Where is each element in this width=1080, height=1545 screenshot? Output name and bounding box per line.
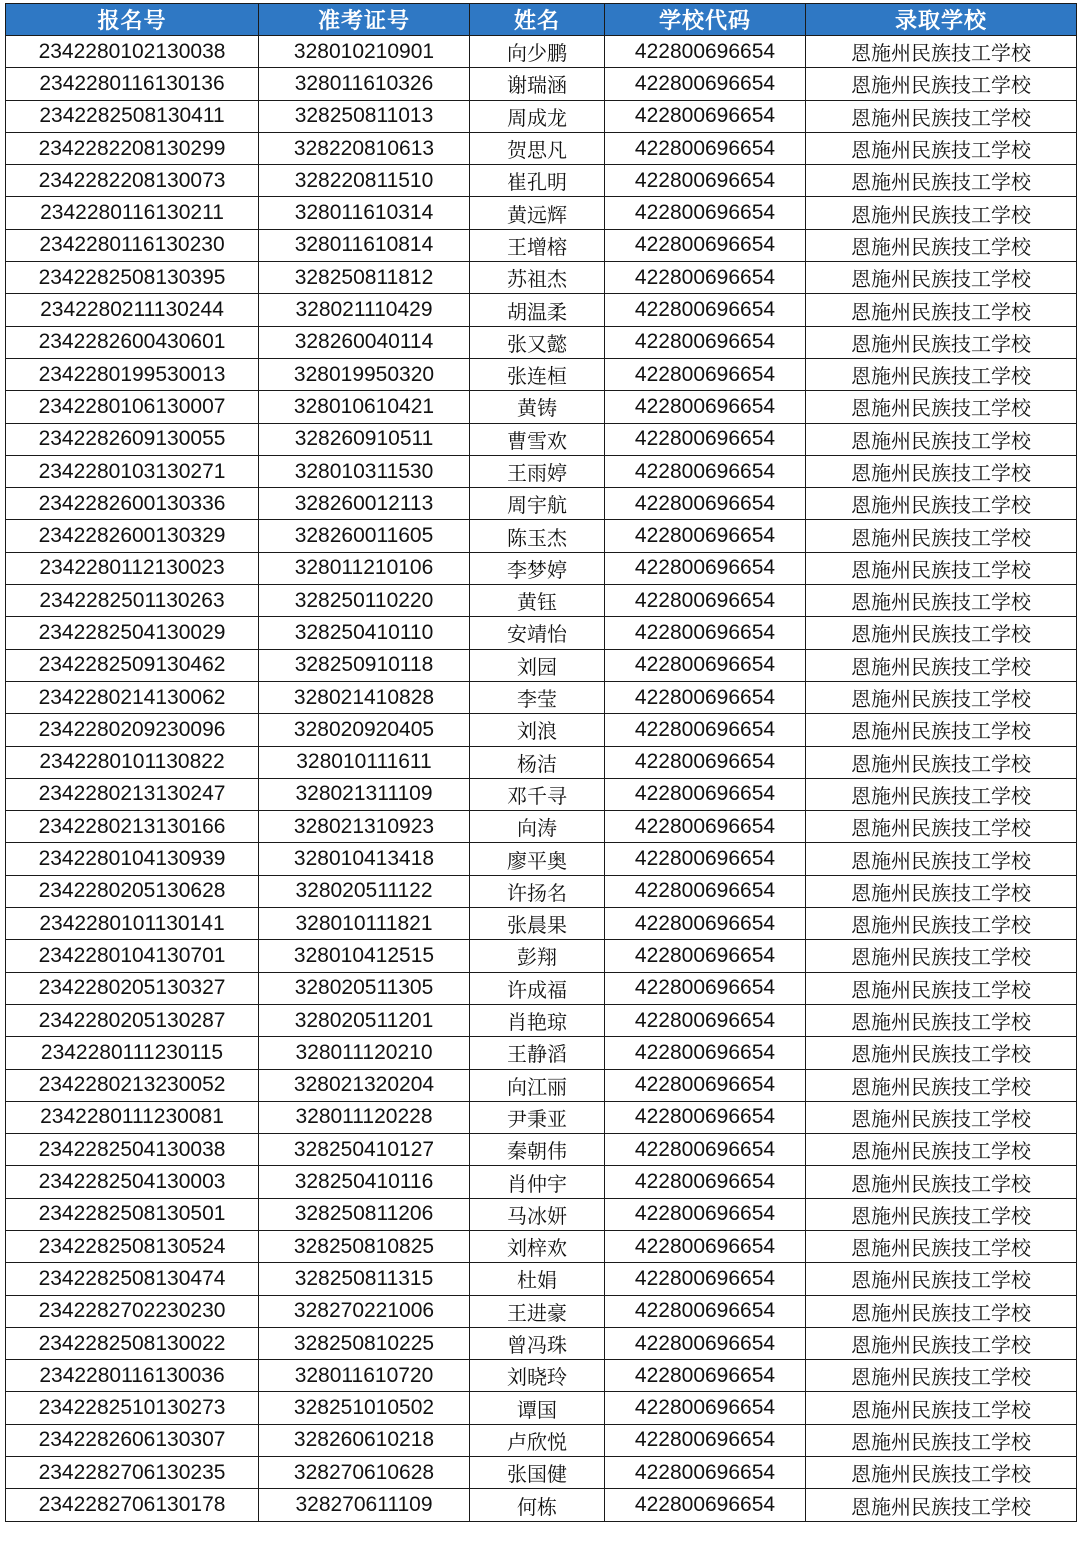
school-code-cell: 422800696654 <box>605 811 806 843</box>
header-row <box>6 4 1077 36</box>
admitted-school-cell: 恩施州民族技工学校 <box>806 165 1077 197</box>
registration-number-cell: 2342280112130023 <box>6 552 259 584</box>
table-body <box>6 36 1077 1522</box>
table-row <box>6 1392 1077 1424</box>
table-row <box>6 520 1077 552</box>
table-row <box>6 100 1077 132</box>
school-code-cell: 422800696654 <box>605 972 806 1004</box>
table-row <box>6 552 1077 584</box>
school-code-cell: 422800696654 <box>605 940 806 972</box>
exam-ticket-number-cell: 328010111611 <box>259 746 470 778</box>
table-row <box>6 972 1077 1004</box>
registration-number-cell: 2342280116130230 <box>6 229 259 261</box>
exam-ticket-number-cell: 328011210106 <box>259 552 470 584</box>
student-name-cell: 谭国 <box>470 1392 605 1424</box>
admitted-school-cell: 恩施州民族技工学校 <box>806 681 1077 713</box>
admitted-school-cell: 恩施州民族技工学校 <box>806 940 1077 972</box>
registration-number-cell: 2342280106130007 <box>6 391 259 423</box>
admitted-school-cell: 恩施州民族技工学校 <box>806 1198 1077 1230</box>
school-code-cell: 422800696654 <box>605 229 806 261</box>
admitted-school-cell: 恩施州民族技工学校 <box>806 68 1077 100</box>
table-row <box>6 68 1077 100</box>
student-name-cell: 尹秉亚 <box>470 1101 605 1133</box>
table-row <box>6 714 1077 746</box>
registration-number-cell: 2342280102130038 <box>6 36 259 68</box>
student-name-cell: 许成福 <box>470 972 605 1004</box>
student-name-cell: 刘园 <box>470 649 605 681</box>
student-name-cell: 杨洁 <box>470 746 605 778</box>
school-code-cell: 422800696654 <box>605 1392 806 1424</box>
admitted-school-cell: 恩施州民族技工学校 <box>806 1069 1077 1101</box>
registration-number-cell: 2342280213130247 <box>6 778 259 810</box>
exam-ticket-number-cell: 328010311530 <box>259 455 470 487</box>
table-row <box>6 1489 1077 1521</box>
exam-ticket-number-cell: 328011120210 <box>259 1037 470 1069</box>
school-code-cell: 422800696654 <box>605 746 806 778</box>
table-row <box>6 358 1077 390</box>
registration-number-cell: 2342280205130287 <box>6 1004 259 1036</box>
table-row <box>6 423 1077 455</box>
exam-ticket-number-cell: 328250410116 <box>259 1166 470 1198</box>
registration-number-cell: 2342282508130022 <box>6 1327 259 1359</box>
admitted-school-cell: 恩施州民族技工学校 <box>806 972 1077 1004</box>
school-code-cell: 422800696654 <box>605 358 806 390</box>
student-name-cell: 张连桓 <box>470 358 605 390</box>
student-name-cell: 周宇航 <box>470 488 605 520</box>
column-header-name: 姓名 <box>470 4 605 36</box>
admitted-school-cell: 恩施州民族技工学校 <box>806 132 1077 164</box>
admitted-school-cell: 恩施州民族技工学校 <box>806 1360 1077 1392</box>
school-code-cell: 422800696654 <box>605 1230 806 1262</box>
registration-number-cell: 2342282508130501 <box>6 1198 259 1230</box>
registration-number-cell: 2342282508130474 <box>6 1263 259 1295</box>
registration-number-cell: 2342282504130038 <box>6 1134 259 1166</box>
school-code-cell: 422800696654 <box>605 1424 806 1456</box>
student-name-cell: 邓千寻 <box>470 778 605 810</box>
student-name-cell: 彭翔 <box>470 940 605 972</box>
exam-ticket-number-cell: 328020511122 <box>259 875 470 907</box>
table-row <box>6 391 1077 423</box>
admitted-school-cell: 恩施州民族技工学校 <box>806 391 1077 423</box>
student-name-cell: 张又懿 <box>470 326 605 358</box>
table-row <box>6 1134 1077 1166</box>
admitted-school-cell: 恩施州民族技工学校 <box>806 1166 1077 1198</box>
admitted-school-cell: 恩施州民族技工学校 <box>806 778 1077 810</box>
table-row <box>6 649 1077 681</box>
exam-ticket-number-cell: 328020920405 <box>259 714 470 746</box>
registration-number-cell: 2342282706130178 <box>6 1489 259 1521</box>
admitted-school-cell: 恩施州民族技工学校 <box>806 908 1077 940</box>
exam-ticket-number-cell: 328250811206 <box>259 1198 470 1230</box>
student-name-cell: 黄远辉 <box>470 197 605 229</box>
table-row <box>6 1069 1077 1101</box>
exam-ticket-number-cell: 328021310923 <box>259 811 470 843</box>
admitted-school-cell: 恩施州民族技工学校 <box>806 36 1077 68</box>
student-name-cell: 张国健 <box>470 1457 605 1489</box>
student-name-cell: 王雨婷 <box>470 455 605 487</box>
school-code-cell: 422800696654 <box>605 488 806 520</box>
table-row <box>6 326 1077 358</box>
table-row <box>6 617 1077 649</box>
exam-ticket-number-cell: 328021110429 <box>259 294 470 326</box>
admitted-school-cell: 恩施州民族技工学校 <box>806 262 1077 294</box>
table-row <box>6 746 1077 778</box>
admitted-school-cell: 恩施州民族技工学校 <box>806 649 1077 681</box>
table-row <box>6 488 1077 520</box>
registration-number-cell: 2342280104130939 <box>6 843 259 875</box>
student-name-cell: 李梦婷 <box>470 552 605 584</box>
school-code-cell: 422800696654 <box>605 1166 806 1198</box>
registration-number-cell: 2342280116130036 <box>6 1360 259 1392</box>
exam-ticket-number-cell: 328251010502 <box>259 1392 470 1424</box>
table-row <box>6 36 1077 68</box>
exam-ticket-number-cell: 328260012113 <box>259 488 470 520</box>
admitted-school-cell: 恩施州民族技工学校 <box>806 1134 1077 1166</box>
exam-ticket-number-cell: 328020511201 <box>259 1004 470 1036</box>
student-name-cell: 向涛 <box>470 811 605 843</box>
registration-number-cell: 2342282609130055 <box>6 423 259 455</box>
admitted-school-cell: 恩施州民族技工学校 <box>806 488 1077 520</box>
registration-number-cell: 2342282509130462 <box>6 649 259 681</box>
exam-ticket-number-cell: 328250410110 <box>259 617 470 649</box>
school-code-cell: 422800696654 <box>605 262 806 294</box>
exam-ticket-number-cell: 328260610218 <box>259 1424 470 1456</box>
registration-number-cell: 2342282508130411 <box>6 100 259 132</box>
student-name-cell: 秦朝伟 <box>470 1134 605 1166</box>
exam-ticket-number-cell: 328250811812 <box>259 262 470 294</box>
table-row <box>6 1004 1077 1036</box>
registration-number-cell: 2342282510130273 <box>6 1392 259 1424</box>
registration-number-cell: 2342282501130263 <box>6 585 259 617</box>
table-row <box>6 940 1077 972</box>
exam-ticket-number-cell: 328021410828 <box>259 681 470 713</box>
school-code-cell: 422800696654 <box>605 552 806 584</box>
admitted-school-cell: 恩施州民族技工学校 <box>806 294 1077 326</box>
table-row <box>6 1457 1077 1489</box>
table-row <box>6 165 1077 197</box>
table-row <box>6 455 1077 487</box>
exam-ticket-number-cell: 328250811013 <box>259 100 470 132</box>
school-code-cell: 422800696654 <box>605 1489 806 1521</box>
exam-ticket-number-cell: 328270611109 <box>259 1489 470 1521</box>
student-name-cell: 黄铸 <box>470 391 605 423</box>
admission-list-table <box>5 3 1077 1522</box>
student-name-cell: 张晨果 <box>470 908 605 940</box>
admitted-school-cell: 恩施州民族技工学校 <box>806 746 1077 778</box>
table-row <box>6 681 1077 713</box>
student-name-cell: 苏祖杰 <box>470 262 605 294</box>
exam-ticket-number-cell: 328011610720 <box>259 1360 470 1392</box>
student-name-cell: 安靖怡 <box>470 617 605 649</box>
admitted-school-cell: 恩施州民族技工学校 <box>806 1489 1077 1521</box>
admitted-school-cell: 恩施州民族技工学校 <box>806 1457 1077 1489</box>
admitted-school-cell: 恩施州民族技工学校 <box>806 843 1077 875</box>
school-code-cell: 422800696654 <box>605 1327 806 1359</box>
admitted-school-cell: 恩施州民族技工学校 <box>806 875 1077 907</box>
table-row <box>6 262 1077 294</box>
school-code-cell: 422800696654 <box>605 908 806 940</box>
student-name-cell: 肖艳琼 <box>470 1004 605 1036</box>
registration-number-cell: 2342280213230052 <box>6 1069 259 1101</box>
registration-number-cell: 2342280205130628 <box>6 875 259 907</box>
student-name-cell: 何栋 <box>470 1489 605 1521</box>
admitted-school-cell: 恩施州民族技工学校 <box>806 1230 1077 1262</box>
school-code-cell: 422800696654 <box>605 714 806 746</box>
registration-number-cell: 2342280209230096 <box>6 714 259 746</box>
exam-ticket-number-cell: 328010111821 <box>259 908 470 940</box>
exam-ticket-number-cell: 328270221006 <box>259 1295 470 1327</box>
school-code-cell: 422800696654 <box>605 1134 806 1166</box>
school-code-cell: 422800696654 <box>605 1360 806 1392</box>
registration-number-cell: 2342282508130395 <box>6 262 259 294</box>
exam-ticket-number-cell: 328250410127 <box>259 1134 470 1166</box>
exam-ticket-number-cell: 328021320204 <box>259 1069 470 1101</box>
registration-number-cell: 2342282504130029 <box>6 617 259 649</box>
student-name-cell: 刘晓玲 <box>470 1360 605 1392</box>
admitted-school-cell: 恩施州民族技工学校 <box>806 197 1077 229</box>
student-name-cell: 曹雪欢 <box>470 423 605 455</box>
table-row <box>6 1166 1077 1198</box>
admitted-school-cell: 恩施州民族技工学校 <box>806 455 1077 487</box>
table-row <box>6 843 1077 875</box>
admitted-school-cell: 恩施州民族技工学校 <box>806 229 1077 261</box>
exam-ticket-number-cell: 328010210901 <box>259 36 470 68</box>
school-code-cell: 422800696654 <box>605 326 806 358</box>
student-name-cell: 向江丽 <box>470 1069 605 1101</box>
registration-number-cell: 2342282600130336 <box>6 488 259 520</box>
school-code-cell: 422800696654 <box>605 843 806 875</box>
admitted-school-cell: 恩施州民族技工学校 <box>806 1004 1077 1036</box>
exam-ticket-number-cell: 328010610421 <box>259 391 470 423</box>
admitted-school-cell: 恩施州民族技工学校 <box>806 811 1077 843</box>
exam-ticket-number-cell: 328250811315 <box>259 1263 470 1295</box>
exam-ticket-number-cell: 328260011605 <box>259 520 470 552</box>
registration-number-cell: 2342282600130329 <box>6 520 259 552</box>
school-code-cell: 422800696654 <box>605 455 806 487</box>
exam-ticket-number-cell: 328010412515 <box>259 940 470 972</box>
exam-ticket-number-cell: 328250110220 <box>259 585 470 617</box>
registration-number-cell: 2342280199530013 <box>6 358 259 390</box>
admitted-school-cell: 恩施州民族技工学校 <box>806 100 1077 132</box>
exam-ticket-number-cell: 328250810225 <box>259 1327 470 1359</box>
registration-number-cell: 2342280116130136 <box>6 68 259 100</box>
school-code-cell: 422800696654 <box>605 68 806 100</box>
student-name-cell: 王进豪 <box>470 1295 605 1327</box>
registration-number-cell: 2342282706130235 <box>6 1457 259 1489</box>
admitted-school-cell: 恩施州民族技工学校 <box>806 1037 1077 1069</box>
school-code-cell: 422800696654 <box>605 875 806 907</box>
student-name-cell: 王静滔 <box>470 1037 605 1069</box>
column-header-registration-number: 报名号 <box>6 4 259 36</box>
school-code-cell: 422800696654 <box>605 681 806 713</box>
exam-ticket-number-cell: 328011610326 <box>259 68 470 100</box>
student-name-cell: 黄钰 <box>470 585 605 617</box>
registration-number-cell: 2342280213130166 <box>6 811 259 843</box>
registration-number-cell: 2342280111230115 <box>6 1037 259 1069</box>
student-name-cell: 杜娟 <box>470 1263 605 1295</box>
admitted-school-cell: 恩施州民族技工学校 <box>806 1101 1077 1133</box>
table-row <box>6 197 1077 229</box>
table-row <box>6 778 1077 810</box>
student-name-cell: 崔孔明 <box>470 165 605 197</box>
school-code-cell: 422800696654 <box>605 100 806 132</box>
admitted-school-cell: 恩施州民族技工学校 <box>806 1263 1077 1295</box>
student-name-cell: 肖仲宇 <box>470 1166 605 1198</box>
student-name-cell: 曾冯珠 <box>470 1327 605 1359</box>
table-row <box>6 1101 1077 1133</box>
school-code-cell: 422800696654 <box>605 1457 806 1489</box>
table-row <box>6 1037 1077 1069</box>
table-row <box>6 811 1077 843</box>
table-row <box>6 585 1077 617</box>
registration-number-cell: 2342280101130141 <box>6 908 259 940</box>
student-name-cell: 胡温柔 <box>470 294 605 326</box>
registration-number-cell: 2342282600430601 <box>6 326 259 358</box>
student-name-cell: 刘浪 <box>470 714 605 746</box>
exam-ticket-number-cell: 328011610314 <box>259 197 470 229</box>
school-code-cell: 422800696654 <box>605 1295 806 1327</box>
table-row <box>6 229 1077 261</box>
admitted-school-cell: 恩施州民族技工学校 <box>806 326 1077 358</box>
school-code-cell: 422800696654 <box>605 1101 806 1133</box>
admitted-school-cell: 恩施州民族技工学校 <box>806 423 1077 455</box>
admitted-school-cell: 恩施州民族技工学校 <box>806 552 1077 584</box>
registration-number-cell: 2342282208130299 <box>6 132 259 164</box>
school-code-cell: 422800696654 <box>605 36 806 68</box>
table-row <box>6 132 1077 164</box>
school-code-cell: 422800696654 <box>605 132 806 164</box>
registration-number-cell: 2342282702230230 <box>6 1295 259 1327</box>
column-header-school-code: 学校代码 <box>605 4 806 36</box>
school-code-cell: 422800696654 <box>605 294 806 326</box>
student-name-cell: 刘梓欢 <box>470 1230 605 1262</box>
school-code-cell: 422800696654 <box>605 1069 806 1101</box>
admitted-school-cell: 恩施州民族技工学校 <box>806 1295 1077 1327</box>
registration-number-cell: 2342280116130211 <box>6 197 259 229</box>
exam-ticket-number-cell: 328021311109 <box>259 778 470 810</box>
school-code-cell: 422800696654 <box>605 423 806 455</box>
exam-ticket-number-cell: 328011120228 <box>259 1101 470 1133</box>
school-code-cell: 422800696654 <box>605 1004 806 1036</box>
exam-ticket-number-cell: 328010413418 <box>259 843 470 875</box>
student-name-cell: 向少鹏 <box>470 36 605 68</box>
table-row <box>6 1263 1077 1295</box>
registration-number-cell: 2342282208130073 <box>6 165 259 197</box>
student-name-cell: 许扬名 <box>470 875 605 907</box>
exam-ticket-number-cell: 328250810825 <box>259 1230 470 1262</box>
registration-number-cell: 2342280104130701 <box>6 940 259 972</box>
column-header-exam-ticket-number: 准考证号 <box>259 4 470 36</box>
table-row <box>6 1424 1077 1456</box>
school-code-cell: 422800696654 <box>605 1037 806 1069</box>
student-name-cell: 陈玉杰 <box>470 520 605 552</box>
admitted-school-cell: 恩施州民族技工学校 <box>806 520 1077 552</box>
school-code-cell: 422800696654 <box>605 617 806 649</box>
school-code-cell: 422800696654 <box>605 585 806 617</box>
registration-number-cell: 2342280101130822 <box>6 746 259 778</box>
admitted-school-cell: 恩施州民族技工学校 <box>806 714 1077 746</box>
table-row <box>6 1295 1077 1327</box>
student-name-cell: 李莹 <box>470 681 605 713</box>
school-code-cell: 422800696654 <box>605 778 806 810</box>
admitted-school-cell: 恩施州民族技工学校 <box>806 617 1077 649</box>
registration-number-cell: 2342280111230081 <box>6 1101 259 1133</box>
registration-number-cell: 2342280214130062 <box>6 681 259 713</box>
registration-number-cell: 2342280211130244 <box>6 294 259 326</box>
exam-ticket-number-cell: 328270610628 <box>259 1457 470 1489</box>
exam-ticket-number-cell: 328220811510 <box>259 165 470 197</box>
admitted-school-cell: 恩施州民族技工学校 <box>806 1424 1077 1456</box>
exam-ticket-number-cell: 328260910511 <box>259 423 470 455</box>
exam-ticket-number-cell: 328019950320 <box>259 358 470 390</box>
student-name-cell: 廖平奥 <box>470 843 605 875</box>
exam-ticket-number-cell: 328260040114 <box>259 326 470 358</box>
table-row <box>6 908 1077 940</box>
school-code-cell: 422800696654 <box>605 391 806 423</box>
registration-number-cell: 2342282508130524 <box>6 1230 259 1262</box>
school-code-cell: 422800696654 <box>605 197 806 229</box>
student-name-cell: 卢欣悦 <box>470 1424 605 1456</box>
student-name-cell: 谢瑞涵 <box>470 68 605 100</box>
admitted-school-cell: 恩施州民族技工学校 <box>806 358 1077 390</box>
student-name-cell: 王增榕 <box>470 229 605 261</box>
school-code-cell: 422800696654 <box>605 165 806 197</box>
school-code-cell: 422800696654 <box>605 649 806 681</box>
school-code-cell: 422800696654 <box>605 520 806 552</box>
registration-number-cell: 2342280103130271 <box>6 455 259 487</box>
school-code-cell: 422800696654 <box>605 1198 806 1230</box>
column-header-admitted-school: 录取学校 <box>806 4 1077 36</box>
table-row <box>6 1360 1077 1392</box>
table-row <box>6 1327 1077 1359</box>
exam-ticket-number-cell: 328220810613 <box>259 132 470 164</box>
admitted-school-cell: 恩施州民族技工学校 <box>806 585 1077 617</box>
registration-number-cell: 2342282504130003 <box>6 1166 259 1198</box>
school-code-cell: 422800696654 <box>605 1263 806 1295</box>
table-row <box>6 1230 1077 1262</box>
table-row <box>6 1198 1077 1230</box>
registration-number-cell: 2342282606130307 <box>6 1424 259 1456</box>
table-header <box>6 4 1077 36</box>
student-name-cell: 周成龙 <box>470 100 605 132</box>
registration-number-cell: 2342280205130327 <box>6 972 259 1004</box>
table-row <box>6 875 1077 907</box>
student-name-cell: 贺思凡 <box>470 132 605 164</box>
admitted-school-cell: 恩施州民族技工学校 <box>806 1327 1077 1359</box>
exam-ticket-number-cell: 328011610814 <box>259 229 470 261</box>
student-name-cell: 马冰妍 <box>470 1198 605 1230</box>
admitted-school-cell: 恩施州民族技工学校 <box>806 1392 1077 1424</box>
exam-ticket-number-cell: 328020511305 <box>259 972 470 1004</box>
exam-ticket-number-cell: 328250910118 <box>259 649 470 681</box>
table-row <box>6 294 1077 326</box>
